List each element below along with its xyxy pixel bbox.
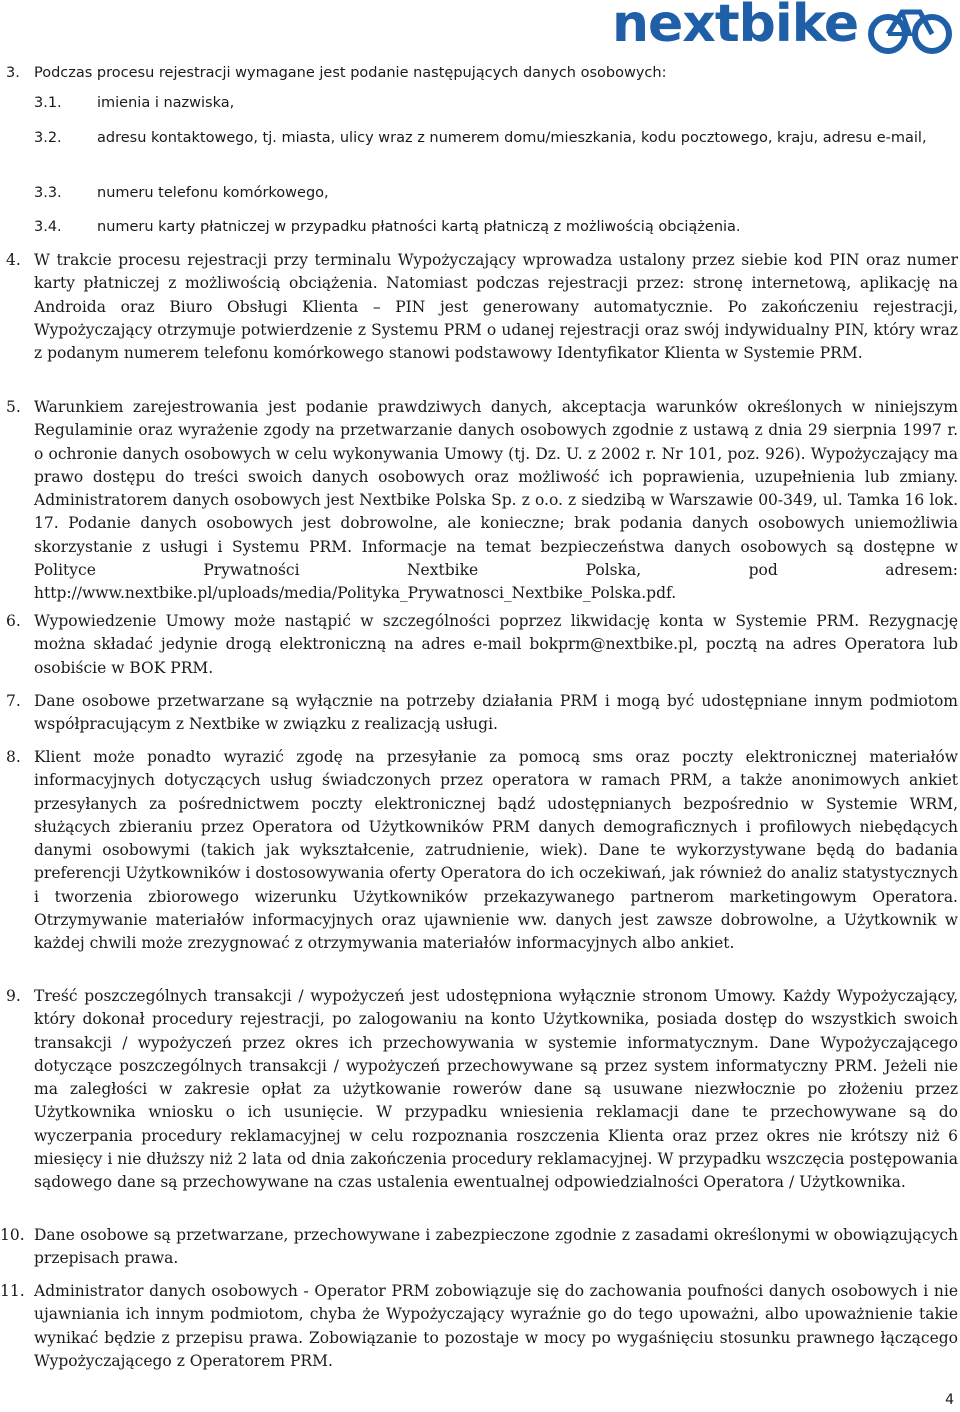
item-number: 9.: [6, 987, 21, 1005]
section-5: [0, 396, 958, 606]
item-number: 8.: [6, 748, 21, 766]
section-11: [0, 1280, 958, 1373]
item-text: Treść poszczególnych transakcji / wypożyczeń jest udostępniona wyłącznie stronom Umowy. Każdy Wypożyczający, który dokonał procedury rejestracji, po zalogowaniu na konto Użytkownika, posiada dostęp do wszystkich swoich transakcji / wypożyczeń przez okres ich przechowywania w systemie informatycznym. Dane Wypożyczającego dotyczące poszczególnych transakcji / wypożyczeń przechowywane są przez system informatyczny PRM. Jeżeli nie ma zaległości w zakresie opłat za użytkowanie rowerów dane są usuwane niezwłocznie po złożeniu przez Użytkownika wniosku o ich usunięcie. W przypadku wniesienia reklamacji dane te przechowywane są do wyczerpania procedury reklamacyjnej w celu rozpoznania roszczenia Klienta oraz przez okres nie krótszy niż 6 miesięcy i nie dłuższy niż 2 lata od dnia zakończenia procedury reklamacyjnej. W przypadku wszczęcia postępowania sądowego dane są przechowywane na czas ustalenia ewentualnej odpowiedzialności Operatora / Użytkownika.: [34, 987, 958, 1192]
subitem-number: 3.2.: [34, 130, 62, 146]
section-6: [0, 610, 958, 680]
item-number: 11.: [0, 1282, 25, 1300]
subitem-text: imienia i nazwiska,: [97, 95, 235, 111]
item-text: Administrator danych osobowych - Operator PRM zobowiązuje się do zachowania poufności danych osobowych i nie ujawniania ich innym podmiotom, chyba że Wypożyczający wyraźnie go do tego upoważni, albo upoważnienie takie wynikać będzie z przepisu prawa. Zobowiązanie to pozostaje w mocy po wygaśnięciu stosunku prawnego łączącego Wypożyczającego z Operatorem PRM.: [34, 1282, 958, 1370]
item-text: Dane osobowe przetwarzane są wyłącznie na potrzeby działania PRM i mogą być udostępniane innym podmiotom współpracującym z Nextbike w związku z realizacją usługi.: [34, 692, 958, 734]
item-text: Podczas procesu rejestracji wymagane jest podanie następujących danych osobowych:: [34, 65, 667, 81]
item-number: 6.: [6, 612, 21, 630]
subitem-3-4: [34, 216, 958, 238]
subitem-number: 3.3.: [34, 185, 62, 201]
item-number: 4.: [6, 251, 21, 269]
subitem-3-3: [34, 182, 958, 204]
bike-icon: [832, 6, 956, 56]
section-9: [0, 985, 958, 1195]
section-10: [0, 1224, 958, 1271]
subitem-3-2: [34, 127, 958, 149]
section-8: [0, 746, 958, 956]
nextbike-logo: [612, 0, 956, 60]
subitem-3-1: [34, 92, 958, 114]
item-text: W trakcie procesu rejestracji przy terminalu Wypożyczający wprowadza ustalony przez siebie kod PIN oraz numer karty płatniczej z możliwością obciążenia. Natomiast podczas rejestracji przez: stronę internetową, aplikację na Androida oraz Biuro Obsługi Klienta – PIN jest generowany automatycznie. Po zakończeniu rejestracji, Wypożyczający otrzymuje potwierdzenie z Systemu PRM o udanej rejestracji oraz swój indywidualny PIN, który wraz z podanym numerem telefonu komórkowego stanowi podstawowy Identyfikator Klienta w Systemie PRM.: [34, 251, 958, 363]
item-number: 10.: [0, 1226, 25, 1244]
section-7: [0, 690, 958, 737]
logo-wordmark: nextbike: [612, 0, 859, 54]
subitem-text: numeru karty płatniczej w przypadku płatności kartą płatniczą z możliwością obciążenia.: [97, 219, 741, 235]
subitem-number: 3.1.: [34, 95, 62, 111]
section-3: [0, 62, 958, 85]
item-text: Wypowiedzenie Umowy może nastąpić w szczególności poprzez likwidację konta w Systemie PRM. Rezygnację można składać jedynie drogą elektroniczną na adres e-mail bokprm@nextbike.pl, pocztą na adres Operatora lub osobiście w BOK PRM.: [34, 612, 958, 677]
subitem-number: 3.4.: [34, 219, 62, 235]
section-4: [0, 249, 958, 365]
item-number: 5.: [6, 398, 21, 416]
subitem-text: numeru telefonu komórkowego,: [97, 185, 329, 201]
item-text: Klient może ponadto wyrazić zgodę na przesyłanie za pomocą sms oraz poczty elektronicznej materiałów informacyjnych dotyczących usług świadczonych przez operatora w ramach PRM, a także anonimowych ankiet przesyłanych za pośrednictwem poczty elektronicznej bądź udostępnianych bezpośrednio w Systemie WRM, służących zbieraniu przez Operatora od Użytkowników PRM danych demograficznych i profilowych niebędących danymi osobowymi (takich jak wykształcenie, zatrudnienie, wiek). Dane te wykorzystywane będą do badania preferencji Użytkowników i dostosowywania oferty Operatora do ich oczekiwań, jak również do analiz statystycznych i tworzenia zbiorowego wizerunku Użytkowników przekazywanego partnerom marketingowym Operatora. Otrzymywanie materiałów informacyjnych oraz ujawnienie ww. danych jest zawsze dobrowolne, a Użytkownik w każdej chwili może zrezygnować z otrzymywania materiałów informacyjnych albo ankiet.: [34, 748, 958, 953]
item-number: 3.: [6, 65, 20, 81]
subitem-text: adresu kontaktowego, tj. miasta, ulicy wraz z numerem domu/mieszkania, kodu pocztowego, kraju, adresu e-mail,: [97, 130, 927, 146]
item-number: 7.: [6, 692, 21, 710]
item-text: Dane osobowe są przetwarzane, przechowywane i zabezpieczone zgodnie z zasadami określonymi w obowiązujących przepisach prawa.: [34, 1226, 958, 1268]
page-number: 4: [945, 1392, 954, 1408]
item-text: Warunkiem zarejestrowania jest podanie prawdziwych danych, akceptacja warunków określonych w niniejszym Regulaminie oraz wyrażenie zgody na przetwarzanie danych osobowych zgodnie z ustawą z dnia 29 sierpnia 1997 r. o ochronie danych osobowych w celu wykonywania Umowy (tj. Dz. U. z 2002 r. Nr 101, poz. 926). Wypożyczający ma prawo dostępu do treści swoich danych osobowych oraz możliwość ich poprawienia, uzupełnienia lub zmiany. Administratorem danych osobowych jest Nextbike Polska Sp. z o.o. z siedzibą w Warszawie 00-349, ul. Tamka 16 lok. 17. Podanie danych osobowych jest dobrowolne, ale konieczne; brak podania danych osobowych uniemożliwia skorzystanie z usługi i Systemu PRM. Informacje na temat bezpieczeństwa danych osobowych są dostępne w Polityce Prywatności Nextbike Polska, pod adresem: http://www.nextbike.pl/uploads/media/Polityka_Prywatnosci_Nextbike_Polska.pdf.: [34, 398, 958, 603]
